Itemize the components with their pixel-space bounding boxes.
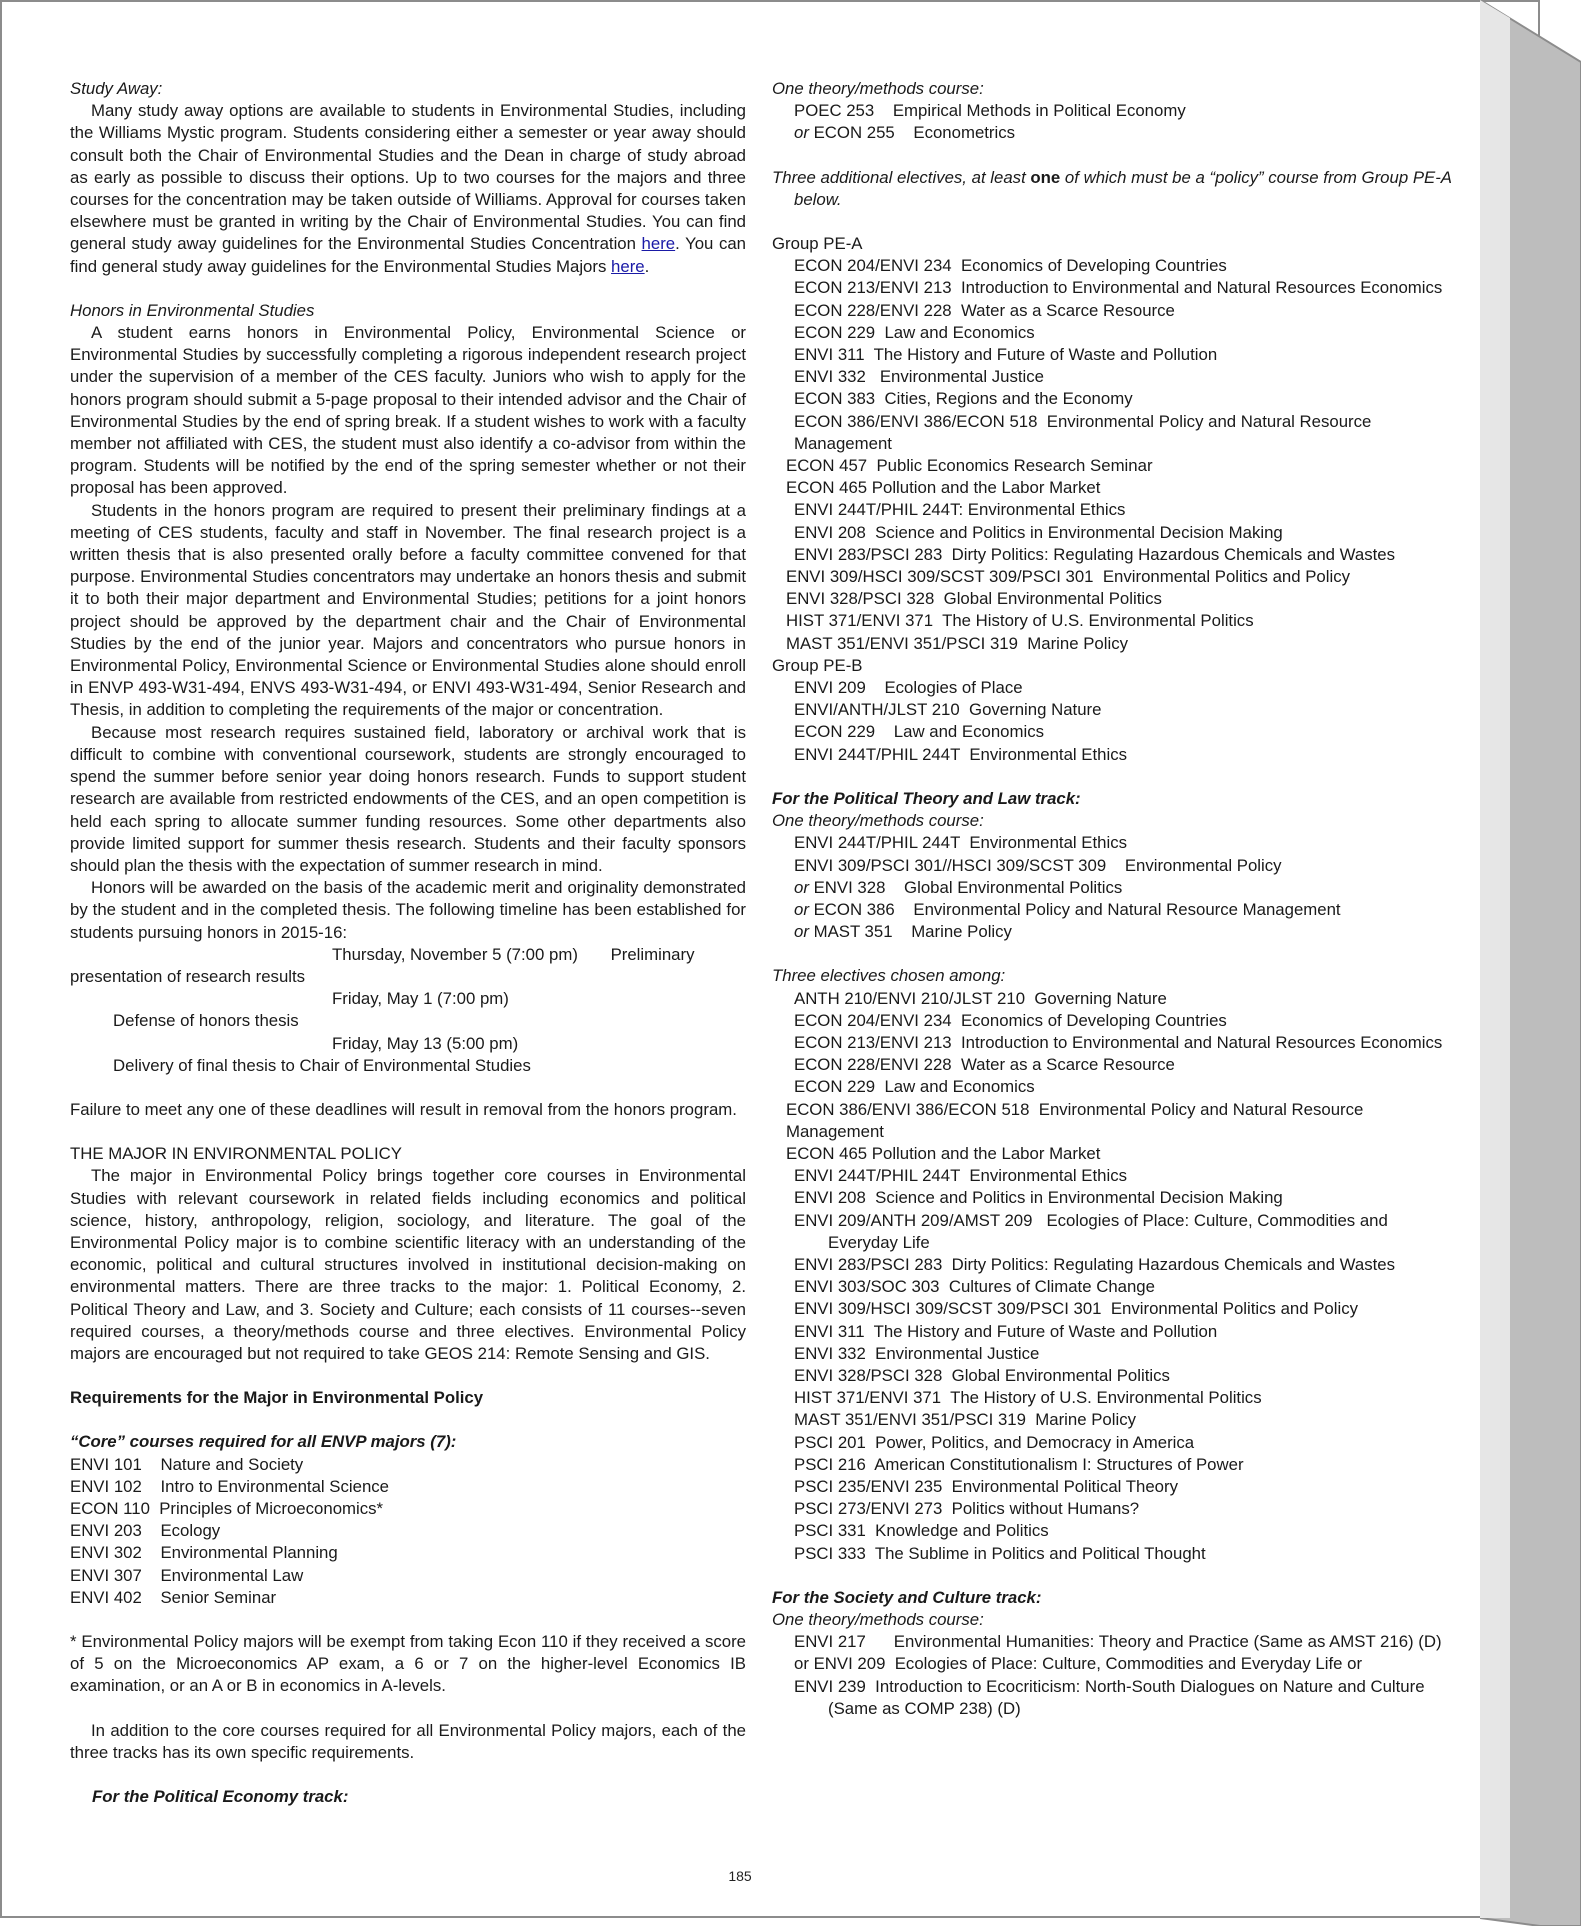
course-text: MAST 351 Marine Policy [808, 922, 1012, 942]
study-away-paragraph [70, 100, 746, 278]
group-pe-a-heading: Group PE-A [772, 234, 863, 254]
timeline-date: Friday, May 1 (7:00 pm) [332, 989, 509, 1009]
ptl-theory-heading: One theory/methods course: [772, 811, 984, 831]
course-item: ENVI 307 Environmental Law [70, 1565, 304, 1585]
course-text: ECON 386 Environmental Policy and Natural Resource Management [808, 899, 1341, 919]
course-item [772, 921, 1452, 943]
course-item: ENVI 303/SOC 303 Cultures of Climate Change [794, 1277, 1155, 1297]
core-course-list [70, 1454, 746, 1609]
page-number: 185 [728, 1868, 752, 1884]
tracks-note: In addition to the core courses required for all Environmental Policy majors, each of the three tracks has its own specific requirements. [70, 1720, 746, 1762]
course-item: ECON 465 Pollution and the Labor Market [786, 478, 1101, 498]
course-item: ENVI 302 Environmental Planning [70, 1543, 338, 1563]
course-item: ENVI 244T/PHIL 244T: Environmental Ethics [794, 500, 1126, 520]
timeline-event: Delivery of final thesis to Chair of Environmental Studies [113, 1055, 531, 1075]
pe-electives-emphasis: one [1030, 167, 1061, 187]
course-item: PSCI 235/ENVI 235 Environmental Political Theory [794, 1476, 1178, 1496]
pe-theory-heading: One theory/methods course: [772, 79, 984, 98]
course-item: ENVI 203 Ecology [70, 1521, 221, 1541]
course-item: ENVI 283/PSCI 283 Dirty Politics: Regulating Hazardous Chemicals and Wastes [794, 1254, 1395, 1274]
course-item: ENVI 309/HSCI 309/SCST 309/PSCI 301 Environmental Politics and Policy [794, 1299, 1359, 1319]
concentration-guidelines-link[interactable]: here [641, 234, 676, 254]
or-label: or [794, 123, 809, 143]
course-item [772, 899, 1452, 921]
study-away-text-mid: . You can find general study away guidelines for the Environmental Studies Majors [70, 234, 746, 276]
course-item: POEC 253 Empirical Methods in Political Economy [794, 101, 1186, 121]
course-item: ENVI 208 Science and Politics in Environmental Decision Making [794, 1188, 1283, 1208]
course-item: MAST 351/ENVI 351/PSCI 319 Marine Policy [794, 1410, 1136, 1430]
course-item: or ENVI 209 Ecologies of Place: Culture, Commodities and Everyday Life or [794, 1654, 1363, 1674]
ptl-theory-list [772, 832, 1452, 943]
course-item: ECON 228/ENVI 228 Water as a Scarce Resource [794, 300, 1175, 320]
deadline-note: Failure to meet any one of these deadlines will result in removal from the honors program. [70, 1099, 737, 1119]
ptl-electives-list [772, 988, 1452, 1565]
course-item: ENVI 309/HSCI 309/SCST 309/PSCI 301 Environmental Politics and Policy [786, 567, 1351, 587]
major-heading: THE MAJOR IN ENVIRONMENTAL POLICY [70, 1144, 402, 1164]
course-item: ENVI 328/PSCI 328 Global Environmental Politics [794, 1365, 1170, 1385]
course-text: ENVI 328 Global Environmental Politics [808, 877, 1123, 897]
page-curl-edge [1480, 0, 1581, 1926]
course-item: ECON 386/ENVI 386/ECON 518 Environmental Policy and Natural Resource Management [794, 411, 1377, 453]
pe-electives-text: Three additional electives, at least [772, 167, 1031, 187]
timeline-event: Defense of honors thesis [113, 1011, 299, 1031]
course-text: ENVI 309/PSCI 301//HSCI 309/SCST 309 Environmental Policy [794, 855, 1282, 875]
or-label: or [794, 877, 809, 897]
course-item: PSCI 216 American Constitutionalism I: Structures of Power [794, 1454, 1244, 1474]
majors-guidelines-link[interactable]: here [611, 256, 645, 276]
group-pe-b-list [772, 677, 1452, 766]
course-item: HIST 371/ENVI 371 The History of U.S. Environmental Politics [794, 1388, 1262, 1408]
ptl-electives-heading: Three electives chosen among: [772, 966, 1006, 986]
course-item: PSCI 331 Knowledge and Politics [794, 1521, 1049, 1541]
study-away-text-end: . [644, 256, 650, 276]
timeline-event-continued: presentation of research results [70, 966, 306, 986]
course-item [772, 832, 1452, 854]
course-item: ECON 229 Law and Economics [794, 1077, 1035, 1097]
course-item [772, 122, 1452, 144]
course-item: ENVI 244T/PHIL 244T Environmental Ethics [794, 744, 1127, 764]
course-item: ECON 383 Cities, Regions and the Economy [794, 389, 1133, 409]
course-item: ECON 110 Principles of Microeconomics* [70, 1498, 384, 1518]
course-item: ECON 204/ENVI 234 Economics of Developing Countries [794, 256, 1227, 276]
left-column [70, 78, 746, 1808]
exemption-note: * Environmental Policy majors will be exempt from taking Econ 110 if they received a score of 5 on the Microeconomics AP exam, a 6 or 7 on the higher-level Economics IB examination, or an A or B in economics in A-levels. [70, 1632, 746, 1696]
timeline-event: Preliminary [610, 944, 695, 964]
timeline-date: Thursday, November 5 (7:00 pm) [332, 944, 578, 964]
course-item: ANTH 210/ENVI 210/JLST 210 Governing Nature [794, 988, 1167, 1008]
honors-paragraph-2: Students in the honors program are required to present their preliminary findings at a meeting of CES students, faculty and staff in November. The final research project is a written thesis that is also presented orally before a faculty committee convened for that purpose. Environmental Studies concentrators may undertake an honors thesis and submit it to both their major department and Environmental Studies; petitions for a joint honors project should be approved by the department chair and the Chair of Environmental Studies by the end of the junior year. Majors and concentrators who pursue honors in Environmental Policy, Environmental Science or Environmental Studies alone should enroll in ENVP 493-W31-494, ENVS 493-W31-494, or ENVI 493-W31-494, Senior Research and Thesis, in addition to completing the requirements of the major or concentration. [70, 500, 746, 720]
pe-electives-note [772, 167, 1452, 211]
honors-heading: Honors in Environmental Studies [70, 300, 315, 320]
study-away-heading: Study Away: [70, 79, 163, 98]
course-item: ECON 465 Pollution and the Labor Market [786, 1143, 1101, 1163]
sc-theory-heading: One theory/methods course: [772, 1610, 984, 1629]
course-item: ECON 229 Law and Economics [794, 322, 1035, 342]
course-item: ENVI 208 Science and Politics in Environmental Decision Making [794, 522, 1283, 542]
course-item: ENVI 239 Introduction to Ecocriticism: North-South Dialogues on Nature and Culture (Same as COMP 238) (D) [794, 1676, 1430, 1718]
course-item: ECON 228/ENVI 228 Water as a Scarce Resource [794, 1055, 1175, 1075]
course-item: ENVI 332 Environmental Justice [794, 1343, 1040, 1363]
course-item: ENVI 217 Environmental Humanities: Theory and Practice (Same as AMST 216) (D) [794, 1632, 1442, 1652]
course-item: ECON 213/ENVI 213 Introduction to Environmental and Natural Resources Economics [794, 278, 1443, 298]
course-item: ENVI 402 Senior Seminar [70, 1587, 277, 1607]
course-item: ENVI 283/PSCI 283 Dirty Politics: Regulating Hazardous Chemicals and Wastes [794, 544, 1395, 564]
honors-paragraph-4: Honors will be awarded on the basis of the academic merit and originality demonstrated by the student and in the completed thesis. The following timeline has been established for students pursuing honors in 2015-16: [70, 878, 746, 942]
course-item [772, 877, 1452, 899]
timeline-date: Friday, May 13 (5:00 pm) [332, 1033, 519, 1053]
pe-electives-text-end: of which must be a “policy” course from Group PE-A below. [794, 167, 1452, 209]
course-item: PSCI 333 The Sublime in Politics and Political Thought [794, 1543, 1206, 1563]
requirements-heading: Requirements for the Major in Environmental Policy [70, 1388, 484, 1408]
course-item: ENVI 102 Intro to Environmental Science [70, 1476, 390, 1496]
course-item: ECON 386/ENVI 386/ECON 518 Environmental Policy and Natural Resource Management [786, 1099, 1369, 1141]
right-column [772, 78, 1452, 1720]
honors-timeline [70, 944, 746, 1077]
course-item: PSCI 201 Power, Politics, and Democracy in America [794, 1432, 1195, 1452]
course-text: ECON 255 Econometrics [808, 123, 1016, 143]
course-item: MAST 351/ENVI 351/PSCI 319 Marine Policy [786, 633, 1128, 653]
society-culture-track-heading: For the Society and Culture track: [772, 1587, 1042, 1607]
course-item: ENVI 244T/PHIL 244T Environmental Ethics [794, 1166, 1127, 1186]
group-pe-b-heading: Group PE-B [772, 655, 863, 675]
honors-paragraph-3: Because most research requires sustained field, laboratory or archival work that is difficult to combine with conventional coursework, students are strongly encouraged to spend the summer before senior year doing honors research. Funds to support student research are available from restricted endowments of the CES, and an open competition is held each spring to allocate summer funding resources. Some other departments also provide limited support for summer thesis research. Students and their faculty sponsors should plan the thesis with the expectation of summer research in mind. [70, 722, 746, 875]
course-item: ECON 213/ENVI 213 Introduction to Environmental and Natural Resources Economics [794, 1032, 1443, 1052]
course-item: ENVI 209 Ecologies of Place [794, 678, 1023, 698]
or-label: or [794, 899, 809, 919]
course-item: HIST 371/ENVI 371 The History of U.S. Environmental Politics [786, 611, 1254, 631]
course-item: ENVI 101 Nature and Society [70, 1454, 304, 1474]
core-courses-heading: “Core” courses required for all ENVP majors (7): [70, 1432, 457, 1452]
sc-theory-list [772, 1631, 1452, 1720]
course-item: ENVI 209/ANTH 209/AMST 209 Ecologies of Place: Culture, Commodities and Everyday Life [794, 1210, 1393, 1252]
course-item: ENVI 332 Environmental Justice [794, 367, 1044, 387]
major-paragraph: The major in Environmental Policy brings together core courses in Environmental Studies with relevant coursework in related fields including economics and political science, history, anthropology, religion, sociology, and literature. The goal of the Environmental Policy major is to combine scientific literacy with an understanding of the economic, political and cultural structures involved in institutional decision-making on environmental matters. There are three tracks to the major: 1. Political Economy, 2. Political Theory and Law, and 3. Society and Culture; each consists of 11 courses--seven required courses, a theory/methods course and three electives. Environmental Policy majors are encouraged but not required to take GEOS 214: Remote Sensing and GIS. [70, 1166, 746, 1363]
course-item: ENVI 311 The History and Future of Waste and Pollution [794, 345, 1218, 365]
course-item: ECON 204/ENVI 234 Economics of Developing Countries [794, 1010, 1227, 1030]
course-item: ECON 229 Law and Economics [794, 722, 1044, 742]
study-away-text: Many study away options are available to students in Environmental Studies, including the Williams Mystic program. Students considering either a semester or year away should consult both the Chair of Environmental Studies and the Dean in charge of study abroad as early as possible to discuss their options. Up to two courses for the majors and three courses for the concentration may be taken outside of Williams. Approval for courses taken elsewhere must be granted in writing by the Chair of Environmental Studies. You can find general study away guidelines for the Environmental Studies Concentration [70, 101, 746, 254]
political-theory-law-track-heading: For the Political Theory and Law track: [772, 788, 1081, 808]
course-item: PSCI 273/ENVI 273 Politics without Humans? [794, 1499, 1140, 1519]
honors-paragraph-1: A student earns honors in Environmental Policy, Environmental Science or Environmental Studies by successfully completing a rigorous independent research project under the supervision of a member of the CES faculty. Juniors who wish to apply for the honors program should submit a 5-page proposal to their intended advisor and the Chair of Environmental Studies by the end of spring break. If a student wishes to work with a faculty member not affiliated with CES, the student must also identify a co-advisor from within the program. Students will be notified by the end of the spring semester whether or not their proposal has been approved. [70, 323, 746, 498]
course-item: ENVI 311 The History and Future of Waste and Pollution [794, 1321, 1218, 1341]
or-label: or [794, 922, 809, 942]
political-economy-track-heading: For the Political Economy track: [92, 1787, 349, 1807]
course-text: ENVI 244T/PHIL 244T Environmental Ethics [794, 833, 1127, 853]
course-item: ENVI/ANTH/JLST 210 Governing Nature [794, 700, 1102, 720]
timeline-item [70, 944, 746, 966]
course-item: ECON 457 Public Economics Research Seminar [786, 456, 1153, 476]
group-pe-a-list [772, 255, 1452, 655]
course-item: ENVI 328/PSCI 328 Global Environmental Politics [786, 589, 1162, 609]
course-item [772, 855, 1452, 877]
